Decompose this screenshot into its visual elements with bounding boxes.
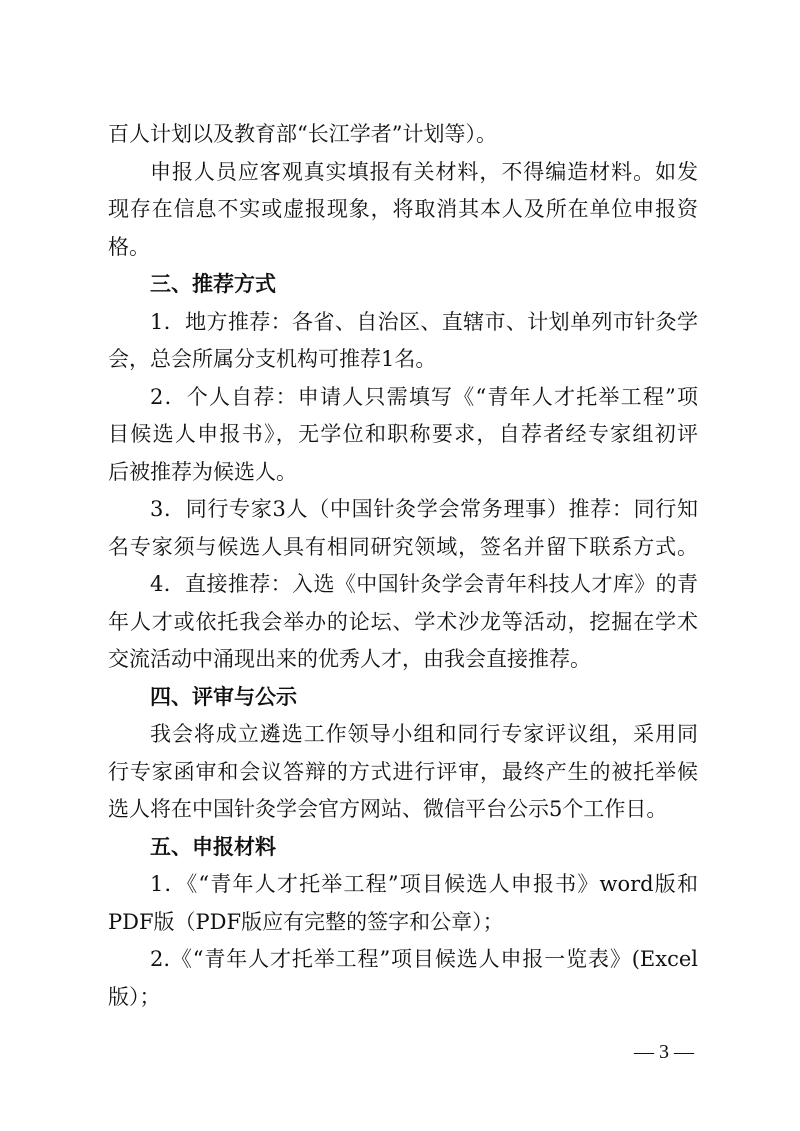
item-1-line-2: 会，总会所属分支机构可推荐1名。 xyxy=(108,347,437,371)
materials-item-1-line-2: PDF版（PDF版应有完整的签字和公章）； xyxy=(108,909,504,934)
materials-item-2-line-2: 版）； xyxy=(108,984,161,1009)
section-heading-recommendation: 三、推荐方式 xyxy=(150,272,276,296)
section-heading-materials: 五、申报材料 xyxy=(150,834,276,859)
paragraph-accuracy-line-3: 格。 xyxy=(108,234,150,259)
review-paragraph-line-1: 我会将成立遴选工作领导小组和同行专家评议组，采用同 xyxy=(150,722,698,746)
document-body xyxy=(108,116,698,1016)
item-4-line-3: 交流活动中涌现出来的优秀人才，由我会直接推荐。 xyxy=(108,647,591,671)
paragraph-accuracy-line-1: 申报人员应客观真实填报有关材料，不得编造材料。如发 xyxy=(150,159,698,184)
review-paragraph-line-3: 选人将在中国针灸学会官方网站、微信平台公示5个工作日。 xyxy=(108,797,668,821)
item-3-line-2: 名专家须与候选人具有相同研究领域，签名并留下联系方式。 xyxy=(108,534,698,559)
review-paragraph-line-2: 行专家函审和会议答辩的方式进行评审，最终产生的被托举候 xyxy=(108,759,698,784)
materials-item-2-line-1: 2.《“青年人才托举工程”项目候选人申报一览表》(Excel xyxy=(150,947,698,971)
item-3-line-1: 3．同行专家3人（中国针灸学会常务理事）推荐：同行知 xyxy=(150,497,698,521)
item-4-line-2: 年人才或依托我会举办的论坛、学术沙龙等活动，挖掘在学术 xyxy=(108,609,698,634)
materials-item-1-line-1: 1．《“青年人才托举工程”项目候选人申报书》word版和 xyxy=(150,872,698,896)
paragraph-accuracy-line-2: 现存在信息不实或虚报现象，将取消其本人及所在单位申报资 xyxy=(108,197,698,221)
text-line: 百人计划以及教育部“长江学者”计划等）。 xyxy=(108,122,497,146)
item-2-line-2: 目候选人申报书》，无学位和职称要求，自荐者经专家组初评 xyxy=(108,422,698,446)
item-1-line-1: 1．地方推荐：各省、自治区、直辖市、计划单列市针灸学 xyxy=(150,309,698,334)
item-2-line-3: 后被推荐为候选人。 xyxy=(108,459,297,484)
item-2-line-1: 2．个人自荐：申请人只需填写《“青年人才托举工程”项 xyxy=(150,384,698,409)
page-number: — 3 — xyxy=(634,1041,694,1063)
item-4-line-1: 4．直接推荐：入选《中国针灸学会青年科技人才库》的青 xyxy=(150,572,698,596)
section-heading-review: 四、评审与公示 xyxy=(150,684,297,709)
